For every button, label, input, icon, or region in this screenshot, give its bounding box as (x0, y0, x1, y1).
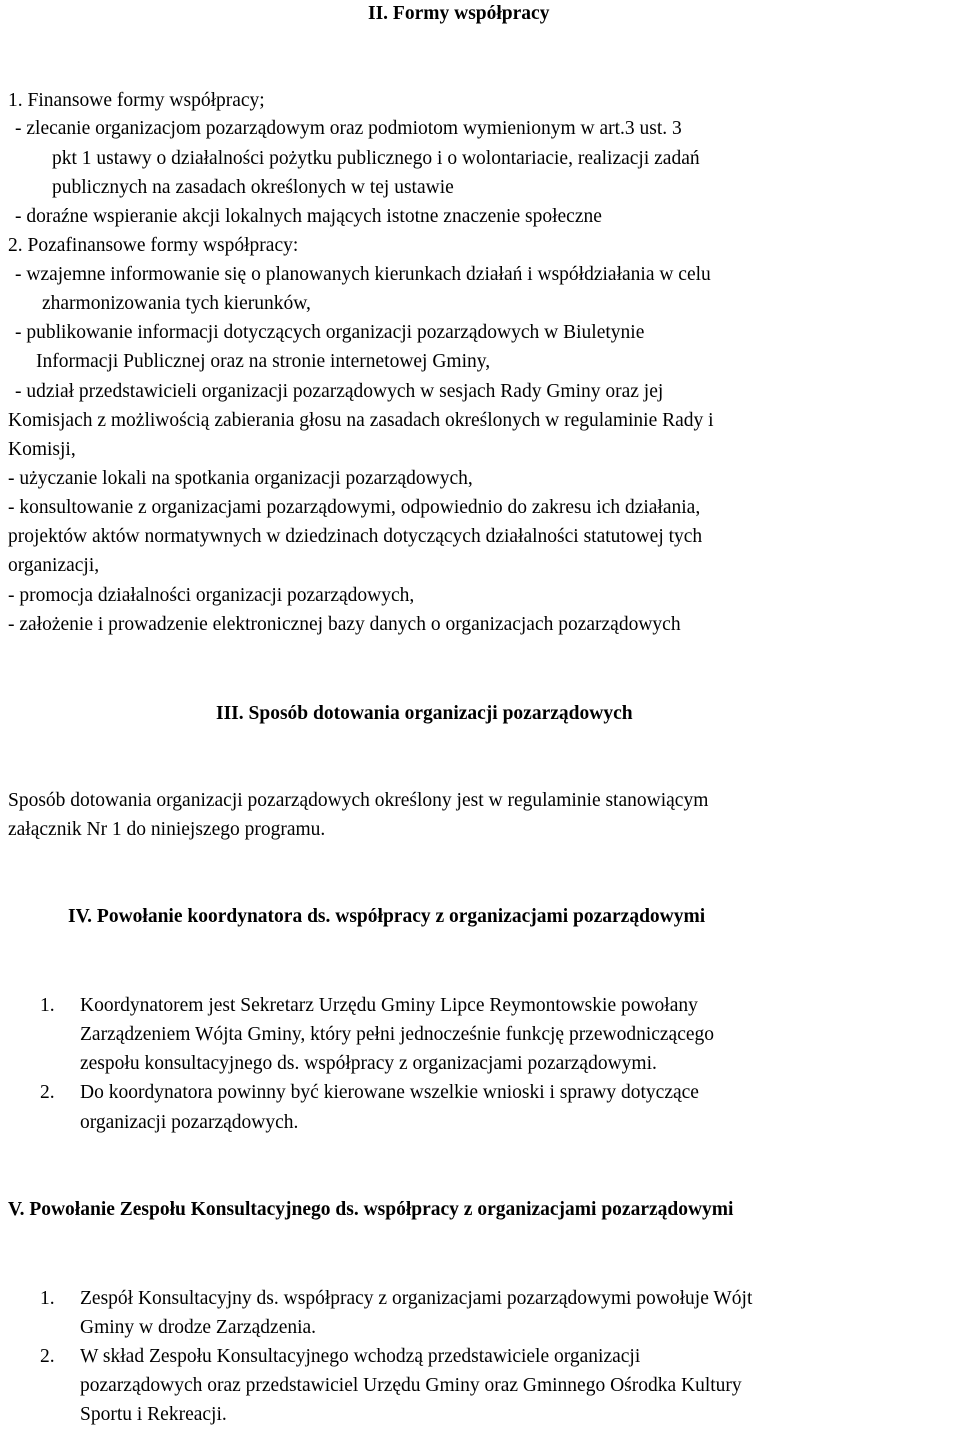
bullet-line: - konsultowanie z organizacjami pozarządowymi, odpowiednio do zakresu ich działania, (8, 497, 701, 518)
list-item-nonfinancial-forms: 2. Pozafinansowe formy współpracy: (8, 235, 299, 256)
bullet-line: projektów aktów normatywnych w dziedzinach dotyczących działalności statutowej tych (8, 526, 703, 547)
bullet-line: - zlecanie organizacjom pozarządowym oraz podmiotom wymienionym w art.3 ust. 3 (15, 118, 682, 139)
list-item-financial-forms: 1. Finansowe formy współpracy; (8, 90, 265, 111)
list-number: 2. (40, 1082, 55, 1103)
section-2-heading: II. Formy współpracy (368, 3, 550, 24)
list-item-line: Sportu i Rekreacji. (80, 1404, 227, 1425)
list-item-line: Zarządzeniem Wójta Gminy, który pełni jednocześnie funkcję przewodniczącego (80, 1024, 715, 1045)
list-number: 2. (40, 1346, 55, 1367)
bullet-line: - użyczanie lokali na spotkania organizacji pozarządowych, (8, 468, 473, 489)
bullet-line: - doraźne wspieranie akcji lokalnych mających istotne znaczenie społeczne (15, 206, 602, 227)
bullet-line: zharmonizowania tych kierunków, (42, 293, 311, 314)
bullet-line: Informacji Publicznej oraz na stronie internetowej Gminy, (36, 351, 491, 372)
paragraph-line: Sposób dotowania organizacji pozarządowych określony jest w regulaminie stanowiącym (8, 790, 709, 811)
section-4-heading: IV. Powołanie koordynatora ds. współpracy z organizacjami pozarządowymi (68, 906, 706, 927)
bullet-line: Komisjach z możliwością zabierania głosu na zasadach określonych w regulaminie Rady i (8, 410, 714, 431)
section-3-heading: III. Sposób dotowania organizacji pozarządowych (216, 703, 633, 724)
bullet-line: publicznych na zasadach określonych w tej ustawie (52, 177, 454, 198)
bullet-line: pkt 1 ustawy o działalności pożytku publicznego i o wolontariacie, realizacji zadań (52, 148, 700, 169)
bullet-line: organizacji, (8, 555, 100, 576)
list-number: 1. (40, 995, 55, 1016)
section-5-heading: V. Powołanie Zespołu Konsultacyjnego ds. współpracy z organizacjami pozarządowymi (8, 1199, 734, 1220)
bullet-line: Komisji, (8, 439, 76, 460)
bullet-line: - udział przedstawicieli organizacji pozarządowych w sesjach Rady Gminy oraz jej (15, 381, 664, 402)
bullet-line: - publikowanie informacji dotyczących organizacji pozarządowych w Biuletynie (15, 322, 645, 343)
list-item-line: zespołu konsultacyjnego ds. współpracy z organizacjami pozarządowymi. (80, 1053, 657, 1074)
list-item-line: Koordynatorem jest Sekretarz Urzędu Gminy Lipce Reymontowskie powołany (80, 995, 698, 1016)
list-item-line: Zespół Konsultacyjny ds. współpracy z organizacjami pozarządowymi powołuje Wójt (80, 1288, 753, 1309)
list-item-line: W skład Zespołu Konsultacyjnego wchodzą przedstawiciele organizacji (80, 1346, 641, 1367)
bullet-line: - promocja działalności organizacji pozarządowych, (8, 585, 415, 606)
list-item-line: Gminy w drodze Zarządzenia. (80, 1317, 317, 1338)
bullet-line: - założenie i prowadzenie elektronicznej bazy danych o organizacjach pozarządowych (8, 614, 681, 635)
list-item-line: pozarządowych oraz przedstawiciel Urzędu Gminy oraz Gminnego Ośrodka Kultury (80, 1375, 742, 1396)
paragraph-line: załącznik Nr 1 do niniejszego programu. (8, 819, 326, 840)
list-item-line: Do koordynatora powinny być kierowane wszelkie wnioski i sprawy dotyczące (80, 1082, 699, 1103)
list-number: 1. (40, 1288, 55, 1309)
bullet-line: - wzajemne informowanie się o planowanych kierunkach działań i współdziałania w celu (15, 264, 711, 285)
list-item-line: organizacji pozarządowych. (80, 1112, 299, 1133)
